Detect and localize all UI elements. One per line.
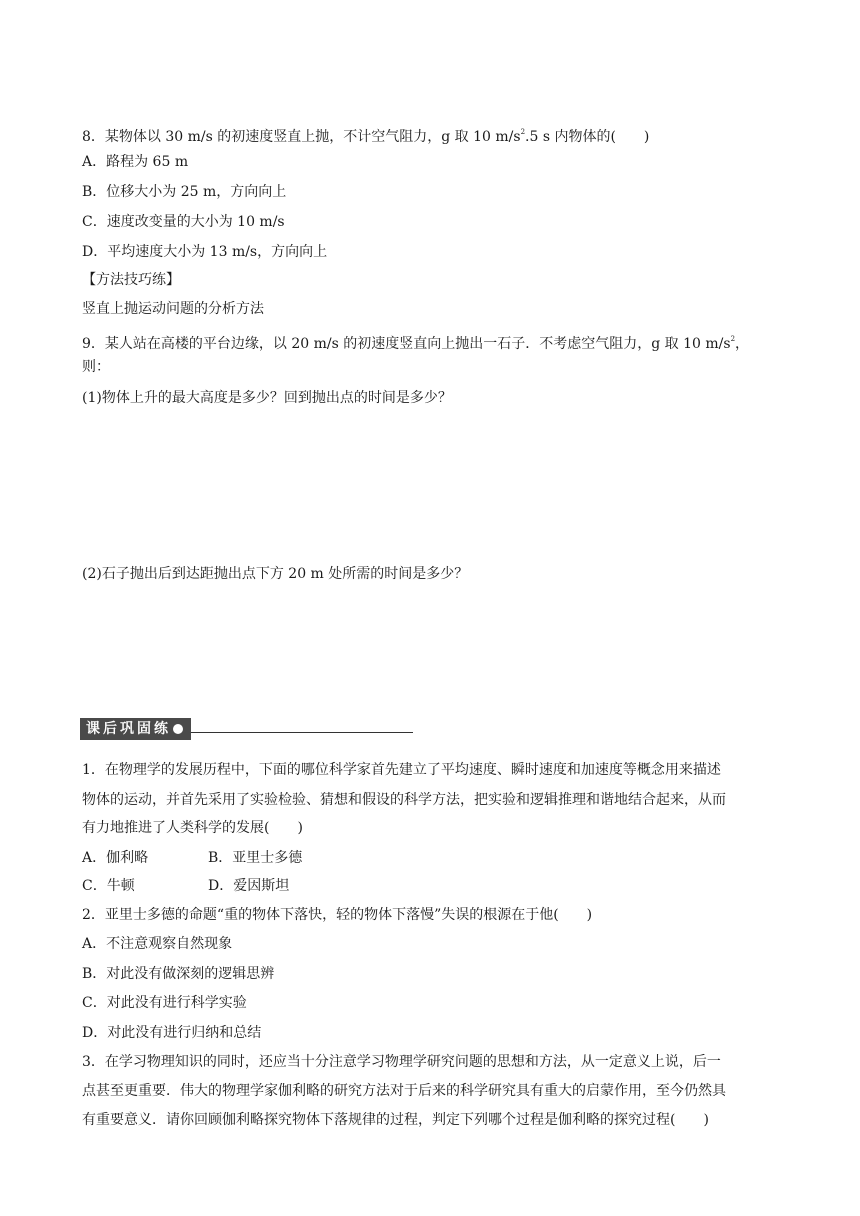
p2-option-b: B．对此没有做深刻的逻辑思辨	[82, 966, 275, 982]
p3-stem-line-2: 点甚至更重要．伟大的物理学家伽利略的研究方法对于后来的科学研究具有重大的启蒙作用，至今仍然具	[82, 1083, 726, 1099]
section-divider	[191, 732, 413, 733]
q8-option-a: A．路程为 65 m	[82, 154, 189, 170]
p1-stem-line-1: 1．在物理学的发展历程中，下面的哪位科学家首先建立了平均速度、瞬时速度和加速度等概念用来描述	[82, 762, 721, 778]
question-8-stem	[82, 122, 649, 147]
q8-stem-superscript: 2	[520, 128, 526, 136]
p2-stem: 2．亚里士多德的命题“重的物体下落快，轻的物体下落慢”失误的根源在于他( )	[82, 907, 593, 923]
p1-stem-line-2: 物体的运动，并首先采用了实验检验、猜想和假设的科学方法，把实验和逻辑推理和谐地结合起来，从而	[82, 792, 726, 808]
q8-option-d: D．平均速度大小为 13 m/s，方向向上	[82, 244, 328, 260]
q8-stem-tail: .5 s 内物体的( )	[525, 129, 650, 145]
p2-option-a: A．不注意观察自然现象	[82, 936, 233, 952]
q9-stem-text: 9．某人站在高楼的平台边缘，以 20 m/s 的初速度竖直向上抛出一石子．不考虑空气阻力，g 取 10 m/s	[82, 336, 731, 352]
q8-option-c: C．速度改变量的大小为 10 m/s	[82, 214, 285, 230]
q8-option-b: B．位移大小为 25 m，方向向上	[82, 184, 287, 200]
q9-part-1: (1)物体上升的最大高度是多少？回到抛出点的时间是多少？	[82, 390, 452, 406]
q9-part-2: (2)石子抛出后到达距抛出点下方 20 m 处所需的时间是多少？	[82, 566, 469, 582]
q8-stem-text: 8．某物体以 30 m/s 的初速度竖直上抛，不计空气阻力，g 取 10 m/s	[82, 129, 521, 145]
section-header	[80, 717, 413, 741]
p3-stem-line-3: 有重要意义．请你回顾伽利略探究物体下落规律的过程，判定下列哪个过程是伽利略的探究过程( )	[82, 1112, 709, 1128]
p1-stem-line-3: 有力地推进了人类科学的发展( )	[82, 820, 303, 836]
p1-option-b: B．亚里士多德	[208, 850, 303, 866]
section-title-tag	[80, 718, 191, 740]
p1-option-d: D．爱因斯坦	[208, 878, 290, 894]
question-9-stem	[82, 329, 749, 354]
q9-stem-line2: 则：	[82, 359, 110, 375]
method-heading: 【方法技巧练】	[82, 272, 180, 288]
p3-stem-line-1: 3．在学习物理知识的同时，还应当十分注意学习物理学研究问题的思想和方法，从一定意义上说，后一	[82, 1054, 721, 1070]
p2-option-d: D．对此没有进行归纳和总结	[82, 1025, 262, 1041]
bullet-dot-icon	[173, 724, 183, 734]
p1-option-a: A．伽利略	[82, 850, 149, 866]
section-title: 课后巩固练	[86, 721, 171, 737]
p1-option-c: C．牛顿	[82, 878, 135, 894]
q9-stem-tail: ，	[735, 336, 750, 352]
q9-stem-superscript: 2	[730, 335, 736, 343]
method-subheading: 竖直上抛运动问题的分析方法	[82, 301, 264, 317]
p2-option-c: C．对此没有进行科学实验	[82, 995, 247, 1011]
